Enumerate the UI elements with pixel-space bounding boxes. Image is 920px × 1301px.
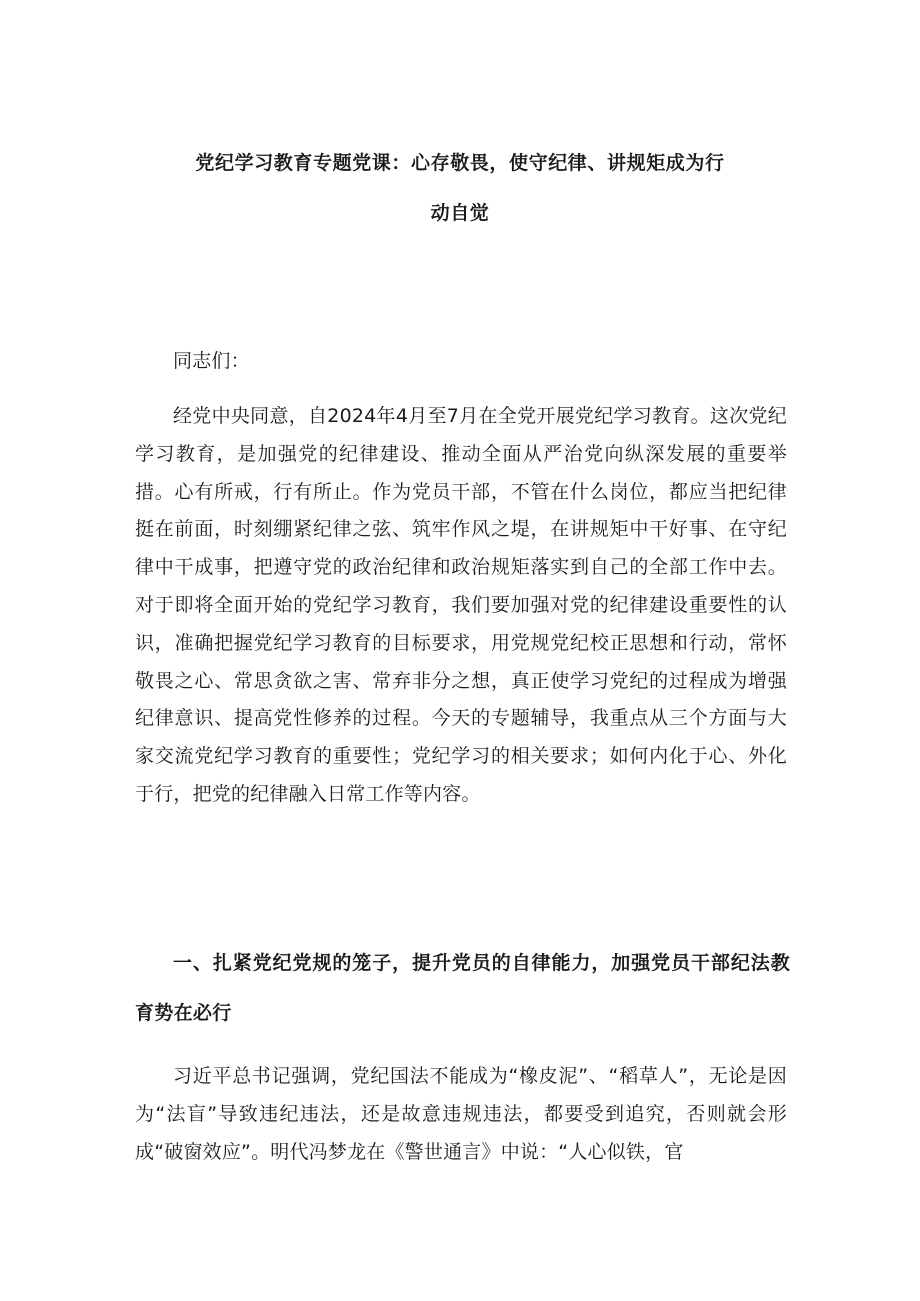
intro-paragraph: 经党中央同意，自2024年4月至7月在全党开展党纪学习教育。这次党纪学习教育，是加强党的纪律建设、推动全面从严治党向纵深发展的重要举措。心有所戒，行有所止。作为党员干部，不管在什么岗位，都应当把纪律挺在前面，时刻绷紧纪律之弦、筑牢作风之堤，在讲规矩中干好事、在守纪律中干成事，把遵守党的政治纪律和政治规矩落实到自己的全部工作中去。对于即将全面开始的党纪学习教育，我们要加强对党的纪律建设重要性的认识，准确把握党纪学习教育的目标要求，用党规党纪校正思想和行动，常怀敬畏之心、常思贪欲之害、常弃非分之想，真正使学习党纪的过程成为增强纪律意识、提高党性修养的过程。今天的专题辅导，我重点从三个方面与大家交流党纪学习教育的重要性；党纪学习的相关要求；如何内化于心、外化于行，把党的纪律融入日常工作等内容。 bbox=[135, 405, 787, 805]
section-1-heading: 一、扎紧党纪党规的笼子，提升党员的自律能力，加强党员干部纪法教育势在必行 bbox=[135, 952, 790, 1024]
section-1-block bbox=[135, 1058, 787, 1171]
document-title bbox=[135, 138, 785, 238]
greeting-block bbox=[135, 343, 787, 381]
section-1-paragraph: 习近平总书记强调，党纪国法不能成为“橡皮泥”、“稻草人”，无论是因为“法盲”导致违纪违法，还是故意违规违法，都要受到追究，否则就会形成“破窗效应”。明代冯梦龙在《警世通言》中说：“人心似铁，官 bbox=[135, 1065, 787, 1163]
intro-block bbox=[135, 398, 787, 814]
document-title-line-2: 动自觉 bbox=[430, 202, 490, 224]
greeting: 同志们： bbox=[173, 350, 250, 372]
document-title-line-1: 党纪学习教育专题党课：心存敬畏，使守纪律、讲规矩成为行 bbox=[195, 152, 725, 174]
